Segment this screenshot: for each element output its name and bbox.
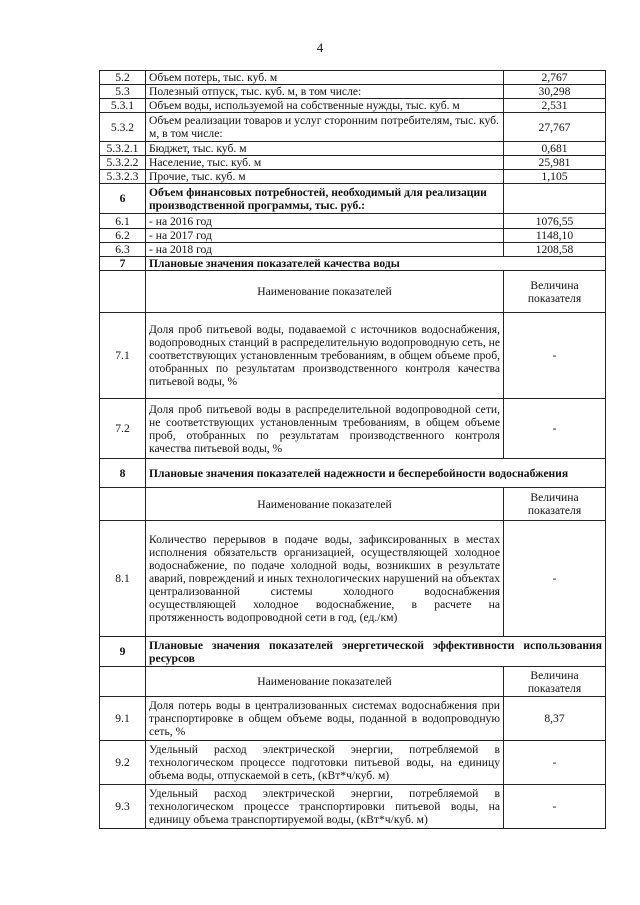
table-row <box>100 697 606 741</box>
table-row <box>100 488 606 521</box>
row-name: - на 2016 год <box>146 214 504 229</box>
table-row <box>100 521 606 637</box>
row-value: 1148,10 <box>504 229 606 243</box>
table-row <box>100 637 606 667</box>
column-header-name: Наименование показателей <box>146 488 504 521</box>
empty-cell <box>100 271 146 313</box>
row-number: 9.2 <box>100 741 146 785</box>
row-name: Прочие, тыс. куб. м <box>146 170 504 184</box>
row-value: 30,298 <box>504 85 606 99</box>
indicators-table <box>99 70 606 829</box>
table-row <box>100 399 606 459</box>
row-number: 9.3 <box>100 785 146 829</box>
row-name: Удельный расход электрической энергии, потребляемой в технологическом процессе подготовки питьевой воды, на единицу объема воды, отпускаемой в сеть, (кВт*ч/куб. м) <box>146 741 504 785</box>
row-value: 1,105 <box>504 170 606 184</box>
row-number: 5.3.1 <box>100 99 146 113</box>
row-value: - <box>504 313 606 399</box>
section-title: Плановые значения показателей надежности и бесперебойности водоснабжения <box>146 459 606 488</box>
row-name: Объем воды, используемой на собственные нужды, тыс. куб. м <box>146 99 504 113</box>
row-value: 8,37 <box>504 697 606 741</box>
table-row <box>100 184 606 214</box>
row-value: - <box>504 741 606 785</box>
row-number: 9.1 <box>100 697 146 741</box>
row-number: 6.3 <box>100 243 146 257</box>
row-value: 25,981 <box>504 156 606 170</box>
table-row <box>100 113 606 142</box>
section-title: Плановые значения показателей энергетической эффективности использования ресурсов <box>146 637 606 667</box>
column-header-name: Наименование показателей <box>146 271 504 313</box>
row-number: 5.3.2 <box>100 113 146 142</box>
table-row <box>100 785 606 829</box>
row-value: 1208,58 <box>504 243 606 257</box>
table-row <box>100 214 606 229</box>
column-header-value: Величина показателя <box>504 488 606 521</box>
table-row <box>100 243 606 257</box>
row-number: 7.1 <box>100 313 146 399</box>
table-row <box>100 271 606 313</box>
table-row <box>100 170 606 184</box>
row-number: 6.1 <box>100 214 146 229</box>
row-value: 27,767 <box>504 113 606 142</box>
row-number: 8.1 <box>100 521 146 637</box>
table-row <box>100 142 606 156</box>
empty-cell <box>100 667 146 697</box>
table-row <box>100 257 606 271</box>
row-name: Доля потерь воды в централизованных системах водоснабжения при транспортировке в общем объеме воды, поданной в водопроводную сеть, % <box>146 697 504 741</box>
table-row <box>100 99 606 113</box>
empty-cell <box>100 488 146 521</box>
row-number: 5.3 <box>100 85 146 99</box>
row-name: Доля проб питьевой воды, подаваемой с источников водоснабжения, водопроводных станций в распределительную водопроводную сеть, не соответствующих установленным требованиям, в общем объеме проб, отобранных по результатам производственного контроля качества питьевой воды, % <box>146 313 504 399</box>
row-name: Бюджет, тыс. куб. м <box>146 142 504 156</box>
row-number: 6.2 <box>100 229 146 243</box>
row-name: - на 2017 год <box>146 229 504 243</box>
row-number: 5.3.2.1 <box>100 142 146 156</box>
row-name: Количество перерывов в подаче воды, зафиксированных в местах исполнения обязательств организацией, осуществляющей холодное водоснабжение, по подаче холодной воды, возникших в результате аварий, повреждений и иных технологических нарушений на объектах централизованной системы холодного водоснабжения осуществляющей холодное водоснабжение, в расчете на протяженность водопроводной сети в год, (ед./км) <box>146 521 504 637</box>
row-value: 2,531 <box>504 99 606 113</box>
table-row <box>100 156 606 170</box>
row-value: - <box>504 785 606 829</box>
section-number: 8 <box>100 459 146 488</box>
table-row <box>100 313 606 399</box>
column-header-value: Величина показателя <box>504 271 606 313</box>
row-number: 5.3.2.2 <box>100 156 146 170</box>
table-row <box>100 71 606 85</box>
row-name: Объем реализации товаров и услуг сторонним потребителям, тыс. куб. м, в том числе: <box>146 113 504 142</box>
section-number: 9 <box>100 637 146 667</box>
table-row <box>100 667 606 697</box>
section-title: Плановые значения показателей качества воды <box>146 257 606 271</box>
table-row <box>100 85 606 99</box>
row-number: 5.2 <box>100 71 146 85</box>
row-value: - <box>504 399 606 459</box>
row-name: Полезный отпуск, тыс. куб. м, в том числе: <box>146 85 504 99</box>
table-row <box>100 741 606 785</box>
row-number: 5.3.2.3 <box>100 170 146 184</box>
row-number: 7.2 <box>100 399 146 459</box>
table-row <box>100 229 606 243</box>
row-value: 2,767 <box>504 71 606 85</box>
section-title: Объем финансовых потребностей, необходимый для реализации производственной программы, тыс. руб.: <box>146 184 504 214</box>
section-number: 6 <box>100 184 146 214</box>
row-name: - на 2018 год <box>146 243 504 257</box>
row-value: 0,681 <box>504 142 606 156</box>
column-header-value: Величина показателя <box>504 667 606 697</box>
row-name: Население, тыс. куб. м <box>146 156 504 170</box>
row-value <box>504 184 606 214</box>
section-number: 7 <box>100 257 146 271</box>
row-name: Доля проб питьевой воды в распределительной водопроводной сети, не соответствующих установленным требованиям, в общем объеме проб, отобранных по результатам производственного контроля качества питьевой воды, % <box>146 399 504 459</box>
row-value: - <box>504 521 606 637</box>
row-name: Объем потерь, тыс. куб. м <box>146 71 504 85</box>
row-name: Удельный расход электрической энергии, потребляемой в технологическом процессе транспортировки питьевой воды, на единицу объема транспортируемой воды, (кВт*ч/куб. м) <box>146 785 504 829</box>
row-value: 1076,55 <box>504 214 606 229</box>
column-header-name: Наименование показателей <box>146 667 504 697</box>
table-row <box>100 459 606 488</box>
page-number: 4 <box>316 40 324 55</box>
